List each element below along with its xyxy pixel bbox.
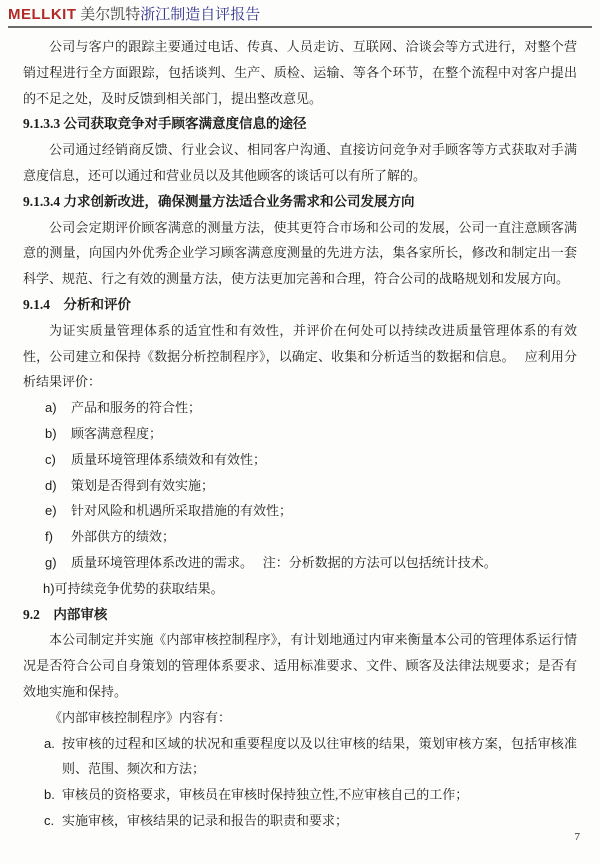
heading-9-1-4: 9.1.4 分析和评价 <box>23 296 131 312</box>
list-marker: a) <box>45 400 57 416</box>
list-marker: b. <box>44 787 55 803</box>
list-marker: a. <box>44 735 55 751</box>
list-item-text: 实施审核，审核结果的记录和报告的职责和要求； <box>62 812 349 828</box>
paragraph-audit-procedure-intro: 《内部审核控制程序》内容有： <box>49 709 232 725</box>
list-item-a <box>23 395 577 421</box>
paragraph-internal-audit: 本公司制定并实施《内部审核控制程序》，有计划地通过内审来衡量本公司的管理体系运行情况是否符合公司自身策划的管理体系要求、适用标准要求、文件、顾客及法律法规要求；是否有效地实施和保持。 <box>23 632 577 699</box>
list-marker: g) <box>45 554 57 570</box>
list-item-f <box>23 524 577 550</box>
paragraph-customer-tracking: 公司与客户的跟踪主要通过电话、传真、人员走访、互联网、洽谈会等方式进行，对整个营销过程进行全方面跟踪，包括谈判、生产、质检、运输、等各个环节，在整个流程中对客户提出的不足之处，及时反馈到相关部门，提出整改意见。 <box>23 39 577 106</box>
audit-list-item-a <box>23 731 577 783</box>
list-item-text: 审核员的资格要求，审核员在审核时保持独立性,不应审核自己的工作； <box>62 787 469 803</box>
audit-list-item-b <box>23 782 577 808</box>
paragraph-competitor-info: 公司通过经销商反馈、行业会议、相同客户沟通、直接访问竞争对手顾客等方式获取对手满意度信息，还可以通过和营业员以及其他顾客的谈话可以有所了解的。 <box>23 142 577 183</box>
document-title: 浙江制造自评报告 <box>140 7 261 23</box>
document-body <box>23 34 577 834</box>
list-item-text: 顾客满意程度； <box>71 425 163 441</box>
list-marker: e) <box>45 503 57 519</box>
list-item-text: 外部供方的绩效； <box>71 529 176 545</box>
list-marker: f) <box>45 529 53 545</box>
audit-list-item-c <box>23 808 577 834</box>
list-item-d <box>23 473 577 499</box>
list-marker: c. <box>44 812 55 828</box>
heading-9-1-3-4: 9.1.3.4 力求创新改进，确保测量方法适合业务需求和公司发展方向 <box>23 193 415 209</box>
list-item-text: 可持续竞争优势的获取结果。 <box>54 580 224 596</box>
list-marker: b) <box>45 425 57 441</box>
paragraph-measurement-improvement: 公司会定期评价顾客满意的测量方法，使其更符合市场和公司的发展，公司一直注意顾客满意的测量，向国内外优秀企业学习顾客满意度测量的先进方法，集各家所长，修改和制定出一套科学、规范、行之有效的测量方法，使方法更加完善和合理，符合公司的战略规划和发展方向。 <box>23 219 577 287</box>
list-item-g <box>23 550 577 576</box>
list-item-c <box>23 447 577 473</box>
list-item-e <box>23 498 577 524</box>
list-item-text: 质量环境管理体系改进的需求。 注：分析数据的方法可以包括统计技术。 <box>71 554 497 570</box>
page-number: 7 <box>574 831 580 843</box>
list-marker: c) <box>45 451 56 467</box>
list-item-b <box>23 421 577 447</box>
list-item-text: 产品和服务的符合性； <box>71 400 202 416</box>
list-marker: d) <box>45 477 57 493</box>
paragraph-analysis-evaluation: 为证实质量管理体系的适宜性和有效性，并评价在何处可以持续改进质量管理体系的有效性，公司建立和保持《数据分析控制程序》，以确定、收集和分析适当的数据和信息。 应利用分析结果评价： <box>23 322 577 390</box>
page-header <box>8 7 592 28</box>
list-marker: h) <box>43 580 55 596</box>
brand-logo-text: MELLKIT <box>8 6 77 23</box>
list-item-text: 按审核的过程和区域的状况和重要程度以及以往审核的结果，策划审核方案，包括审核准则、范围、频次和方法； <box>62 735 577 777</box>
list-item-h <box>43 576 577 602</box>
heading-9-2: 9.2 内部审核 <box>23 606 108 622</box>
list-item-text: 策划是否得到有效实施； <box>71 477 215 493</box>
heading-9-1-3-3: 9.1.3.3 公司获取竞争对手顾客满意度信息的途径 <box>23 116 307 132</box>
list-item-text: 针对风险和机遇所采取措施的有效性； <box>71 503 293 519</box>
list-item-text: 质量环境管理体系绩效和有效性； <box>71 451 267 467</box>
company-name: 美尔凯特 <box>76 7 141 23</box>
